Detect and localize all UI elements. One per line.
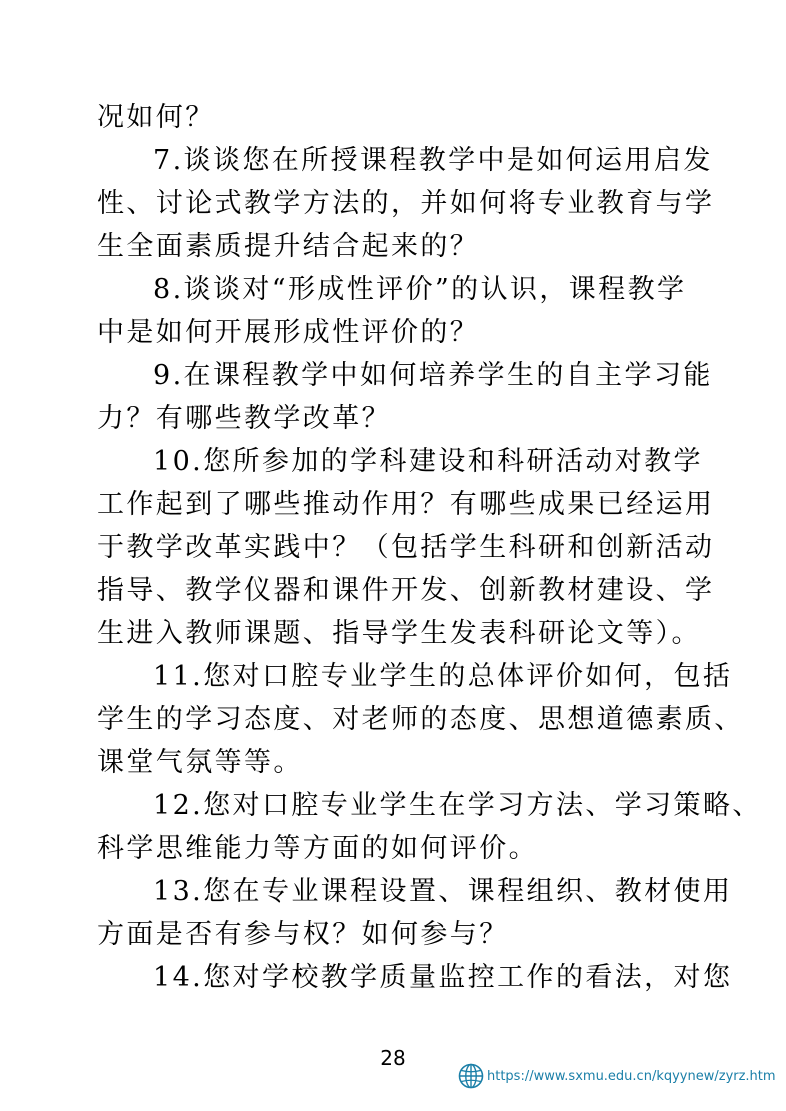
text-line: 方面是否有参与权？如何参与？ — [97, 919, 509, 950]
text-line: 中是如何开展形成性评价的？ — [97, 317, 480, 348]
question-14-line: 14.您对学校教学质量监控工作的看法，对您 — [153, 962, 733, 993]
question-7-line: 7.谈谈您在所授课程教学中是如何运用启发 — [153, 145, 713, 176]
text-line: 工作起到了哪些推动作用？有哪些成果已经运用 — [97, 489, 715, 520]
text-line: 指导、教学仪器和课件开发、创新教材建设、学 — [97, 575, 715, 606]
text-line: 科学思维能力等方面的如何评价。 — [97, 833, 538, 864]
question-9-line: 9.在课程教学中如何培养学生的自主学习能 — [153, 360, 713, 391]
text-line: 于教学改革实践中？（包括学生科研和创新活动 — [97, 532, 715, 563]
page-number: 28 — [380, 1046, 406, 1070]
text-line: 课堂气氛等等。 — [97, 747, 303, 778]
source-link[interactable] — [458, 1062, 776, 1090]
question-8-line: 8.谈谈对“形成性评价”的认识，课程教学 — [153, 274, 687, 305]
text-line: 学生的学习态度、对老师的态度、思想道德素质、 — [97, 704, 744, 735]
question-11-line: 11.您对口腔专业学生的总体评价如何，包括 — [153, 661, 733, 692]
question-13-line: 13.您在专业课程设置、课程组织、教材使用 — [153, 876, 733, 907]
question-12-line: 12.您对口腔专业学生在学习方法、学习策略、 — [153, 790, 762, 821]
document-body — [97, 96, 762, 999]
text-line: 生进入教师课题、指导学生发表科研论文等）。 — [97, 618, 701, 649]
source-url[interactable]: https://www.sxmu.edu.cn/kqyynew/zyrz.htm — [487, 1068, 776, 1084]
text-line: 力？有哪些教学改革？ — [97, 403, 391, 434]
text-line: 性、讨论式教学方法的，并如何将专业教育与学 — [97, 188, 715, 219]
question-10-line: 10.您所参加的学科建设和科研活动对教学 — [153, 446, 703, 477]
text-line: 况如何？ — [97, 102, 215, 133]
globe-icon — [458, 1063, 484, 1089]
text-line: 生全面素质提升结合起来的？ — [97, 231, 480, 262]
